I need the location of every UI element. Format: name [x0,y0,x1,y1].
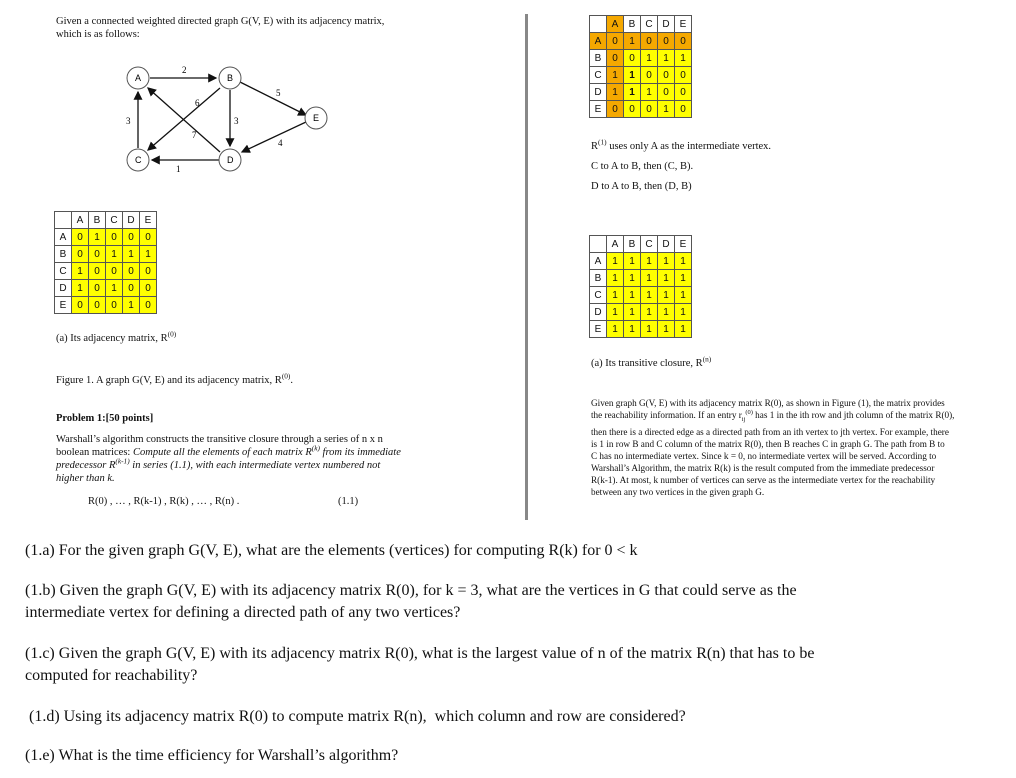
row-header: D [55,280,72,297]
matrix-cell: 1 [675,270,692,287]
matrix-row [55,280,157,297]
intro-line-2: which is as follows: [56,29,140,40]
col-header: D [123,212,140,229]
matrix-header-row [590,236,692,253]
matrix-corner [590,16,607,33]
matrix-cell: 1 [607,287,624,304]
matrix-cell: 0 [140,297,157,314]
problem-line-2-sup: (k) [311,443,320,453]
edge-label-ab: 2 [182,65,187,75]
matrix-cell: 1 [123,246,140,263]
edge-label-da: 7 [192,130,197,140]
matrix-row [55,297,157,314]
question-1c-line-1: (1.c) Given the graph G(V, E) with its adjacency matrix R(0), what is the largest value of n of the matrix R(n) that has to be [25,645,815,662]
col-header: D [658,16,675,33]
edge-label-ca: 3 [126,116,131,126]
matrix-cell: 0 [658,67,675,84]
matrix-cell: 1 [675,50,692,67]
matrix-cell: 1 [607,270,624,287]
col-header: A [607,236,624,253]
matrix-cell: 0 [675,67,692,84]
figure-caption-text: Figure 1. A graph G(V, E) and its adjacency matrix, R [56,375,282,386]
r1-note-sup: (1) [598,137,607,147]
column-divider [525,14,528,520]
matrix-cell: 1 [658,101,675,118]
edge-b-e [240,82,306,115]
matrix-cell: 1 [675,253,692,270]
matrix-cell: 0 [658,84,675,101]
figure-caption [56,371,294,387]
matrix-corner [55,212,72,229]
matrix-cell: 0 [123,280,140,297]
series-number: (1.1) [338,496,359,507]
matrix-cell: 1 [675,321,692,338]
matrix-cell: 1 [641,270,658,287]
matrix-cell: 0 [123,229,140,246]
r1-note-3: D to A to B, then (D, B) [591,181,692,192]
row-header: E [55,297,72,314]
matrix-cell: 0 [140,263,157,280]
row-header: A [590,33,607,50]
matrix-cell: 1 [641,84,658,101]
row-header: A [590,253,607,270]
matrix-row [590,84,692,101]
col-header: B [624,16,641,33]
edge-label-ed: 4 [278,138,283,148]
matrix-cell: 0 [675,101,692,118]
matrix-cell: 0 [624,101,641,118]
explain-line: is 1 in row B and C column of the matrix R(0), then B reaches C in graph G. The path from B to [591,438,945,449]
problem-line-2-italic-end: from its immediate [319,447,401,458]
figure-caption-sup: (0) [281,371,291,381]
row-header: B [590,50,607,67]
matrix-row [590,67,692,84]
matrix-cell: 0 [106,229,123,246]
matrix-cell: 0 [106,297,123,314]
row-header: E [590,321,607,338]
matrix-cell: 1 [607,321,624,338]
matrix-cell: 1 [624,67,641,84]
matrix-cell: 0 [72,297,89,314]
matrix-cell: 0 [89,280,106,297]
matrix-cell: 1 [624,270,641,287]
matrix-cell: 1 [624,84,641,101]
matrix-row [590,101,692,118]
col-header: C [641,16,658,33]
figure-caption-end: . [290,375,294,386]
matrix-r0 [54,211,157,314]
question-1a: (1.a) For the given graph G(V, E), what are the elements (vertices) for computing R(k) for 0 < k [25,542,638,559]
matrix-header-row [55,212,157,229]
edge-label-dc: 1 [176,164,181,174]
matrix-cell: 0 [89,246,106,263]
matrix-cell: 1 [72,280,89,297]
matrix-cell: 1 [123,297,140,314]
matrix-cell: 1 [106,246,123,263]
graph-diagram [110,60,340,180]
matrix-cell: 1 [607,67,624,84]
explain-line: between any two vertices in the given graph G. [591,486,765,497]
col-header: A [72,212,89,229]
caption-r0-text: (a) Its adjacency matrix, R [56,333,168,344]
matrix-cell: 1 [89,229,106,246]
edge-label-be: 5 [276,88,281,98]
matrix-cell: 1 [624,321,641,338]
intro-line-1: Given a connected weighted directed graph G(V, E) with its adjacency matrix, [56,16,385,27]
matrix-cell: 1 [641,287,658,304]
matrix-cell: 1 [641,253,658,270]
problem-line-3-sup: (k-1) [115,456,130,466]
matrix-cell: 1 [624,287,641,304]
matrix-cell: 0 [675,84,692,101]
matrix-row [55,246,157,263]
matrix-cell: 1 [607,304,624,321]
r1-note-1 [591,137,771,157]
col-header: C [106,212,123,229]
explain-line: R(k-1). At most, k number of vertices can serve as the intermediate vertex for the reachability [591,474,936,485]
matrix-cell: 1 [641,321,658,338]
intro-text [56,15,384,41]
explain-line-2b: has 1 in the ith row and jth column of the matrix R(0), [752,410,955,420]
matrix-cell: 1 [658,50,675,67]
matrix-cell: 0 [140,229,157,246]
matrix-cell: 1 [641,304,658,321]
r1-notes [591,137,771,197]
question-1c-line-2: computed for reachability? [25,667,198,684]
matrix-row [590,287,692,304]
matrix-cell: 1 [641,50,658,67]
question-1d: (1.d) Using its adjacency matrix R(0) to compute matrix R(n), which column and row are considered? [25,708,686,725]
explain-line: C has no intermediate vertex. Since k = 0, no intermediate vertex will be served. According to [591,450,937,461]
matrix-cell: 1 [658,304,675,321]
matrix-cell: 1 [106,280,123,297]
matrix-cell: 1 [658,270,675,287]
matrix-cell: 1 [658,321,675,338]
col-header: A [607,16,624,33]
node-a-label: A [135,73,142,83]
series-expression: R(0) , … , R(k-1) , R(k) , … , R(n) . [88,496,240,507]
col-header: C [641,236,658,253]
node-e-label: E [313,113,320,123]
caption-r0-sup: (0) [167,329,177,339]
row-header: C [590,67,607,84]
node-c-label: C [135,155,142,165]
problem-line-4: higher than k. [56,473,115,484]
explain-line: Warshall’s Algorithm, the matrix R(k) is the result computed from the immediate predecessor [591,462,935,473]
row-header: C [590,287,607,304]
r1-note-2: C to A to B, then (C, B). [591,161,694,172]
node-b-label: B [227,73,234,83]
matrix-cell: 0 [89,297,106,314]
matrix-corner [590,236,607,253]
matrix-row [55,229,157,246]
problem-line-2-plain: boolean matrices: [56,447,133,458]
matrix-row [590,33,692,50]
matrix-cell: 1 [675,287,692,304]
r1-note-prefix: R [591,141,599,152]
explain-line: the reachability information. If an entry $r_{ij}^{(0)}$ has 1 in the ith row and jth column of the matrix R(0), [591,408,955,423]
row-header: B [590,270,607,287]
matrix-cell: 0 [641,33,658,50]
matrix-rn [589,235,692,338]
caption-r0 [56,329,177,345]
matrix-cell: 0 [607,101,624,118]
col-header: E [140,212,157,229]
problem-line-1: Warshall’s algorithm constructs the transitive closure through a series of n x n [56,434,383,445]
matrix-cell: 1 [624,304,641,321]
matrix-cell: 0 [658,33,675,50]
edge-e-d [242,122,306,152]
matrix-cell: 0 [106,263,123,280]
problem-line-3-a: predecessor R [56,460,116,471]
col-header: D [658,236,675,253]
matrix-row [590,270,692,287]
matrix-cell: 1 [624,33,641,50]
row-header: A [55,229,72,246]
row-header: D [590,84,607,101]
question-1e: (1.e) What is the time efficiency for Warshall’s algorithm? [25,747,399,764]
edge-label-bc: 6 [195,98,200,108]
matrix-cell: 0 [641,67,658,84]
question-1c [25,643,1000,687]
col-header: E [675,236,692,253]
col-header: B [89,212,106,229]
matrix-cell: 1 [658,287,675,304]
matrix-cell: 0 [123,263,140,280]
matrix-row [590,253,692,270]
matrix-cell: 1 [658,253,675,270]
matrix-cell: 0 [89,263,106,280]
question-1b [25,580,1000,624]
matrix-header-row [590,16,692,33]
explanation-paragraph [591,397,1011,498]
problem-title: Problem 1:[50 points] [56,413,154,424]
r1-note-text: uses only A as the intermediate vertex. [606,141,772,152]
problem-body [56,433,496,485]
explain-line: Given graph G(V, E) with its adjacency matrix R(0), as shown in Figure (1), the matrix provides [591,398,945,408]
caption-closure-text: (a) Its transitive closure, R [591,358,703,369]
matrix-cell: 1 [72,263,89,280]
row-header: C [55,263,72,280]
question-1b-line-1: (1.b) Given the graph G(V, E) with its adjacency matrix R(0), for k = 3, what are the vertices in G that could serve as the [25,582,797,599]
row-header: D [590,304,607,321]
matrix-cell: 0 [641,101,658,118]
problem-line-3 [56,456,496,472]
matrix-row [590,50,692,67]
matrix-cell: 1 [624,253,641,270]
edge-label-bd: 3 [234,116,239,126]
matrix-cell: 0 [72,246,89,263]
problem-line-3-b: in series (1.1), with each intermediate vertex numbered not [129,460,381,471]
problem-line-2-italic: Compute all the elements of each matrix R [132,447,312,458]
node-d-label: D [227,155,234,165]
matrix-cell: 1 [607,84,624,101]
col-header: B [624,236,641,253]
matrix-r1 [589,15,692,118]
matrix-cell: 0 [607,33,624,50]
matrix-cell: 0 [140,280,157,297]
explain-line-2a: the reachability information. If an entry r [591,410,742,420]
caption-closure-sup: (n) [702,354,712,364]
matrix-cell: 0 [624,50,641,67]
col-header: E [675,16,692,33]
row-header: B [55,246,72,263]
matrix-cell: 0 [675,33,692,50]
question-1b-line-2: intermediate vertex for defining a directed path of any two vertices? [25,604,461,621]
matrix-cell: 1 [607,253,624,270]
matrix-row [55,263,157,280]
matrix-row [590,321,692,338]
caption-closure [591,354,712,370]
matrix-cell: 0 [607,50,624,67]
matrix-row [590,304,692,321]
row-header: E [590,101,607,118]
matrix-cell: 1 [140,246,157,263]
explain-line: then there is a directed edge as a directed path from an ith vertex to jth vertex. For example, there [591,426,949,437]
matrix-cell: 0 [72,229,89,246]
matrix-cell: 1 [675,304,692,321]
